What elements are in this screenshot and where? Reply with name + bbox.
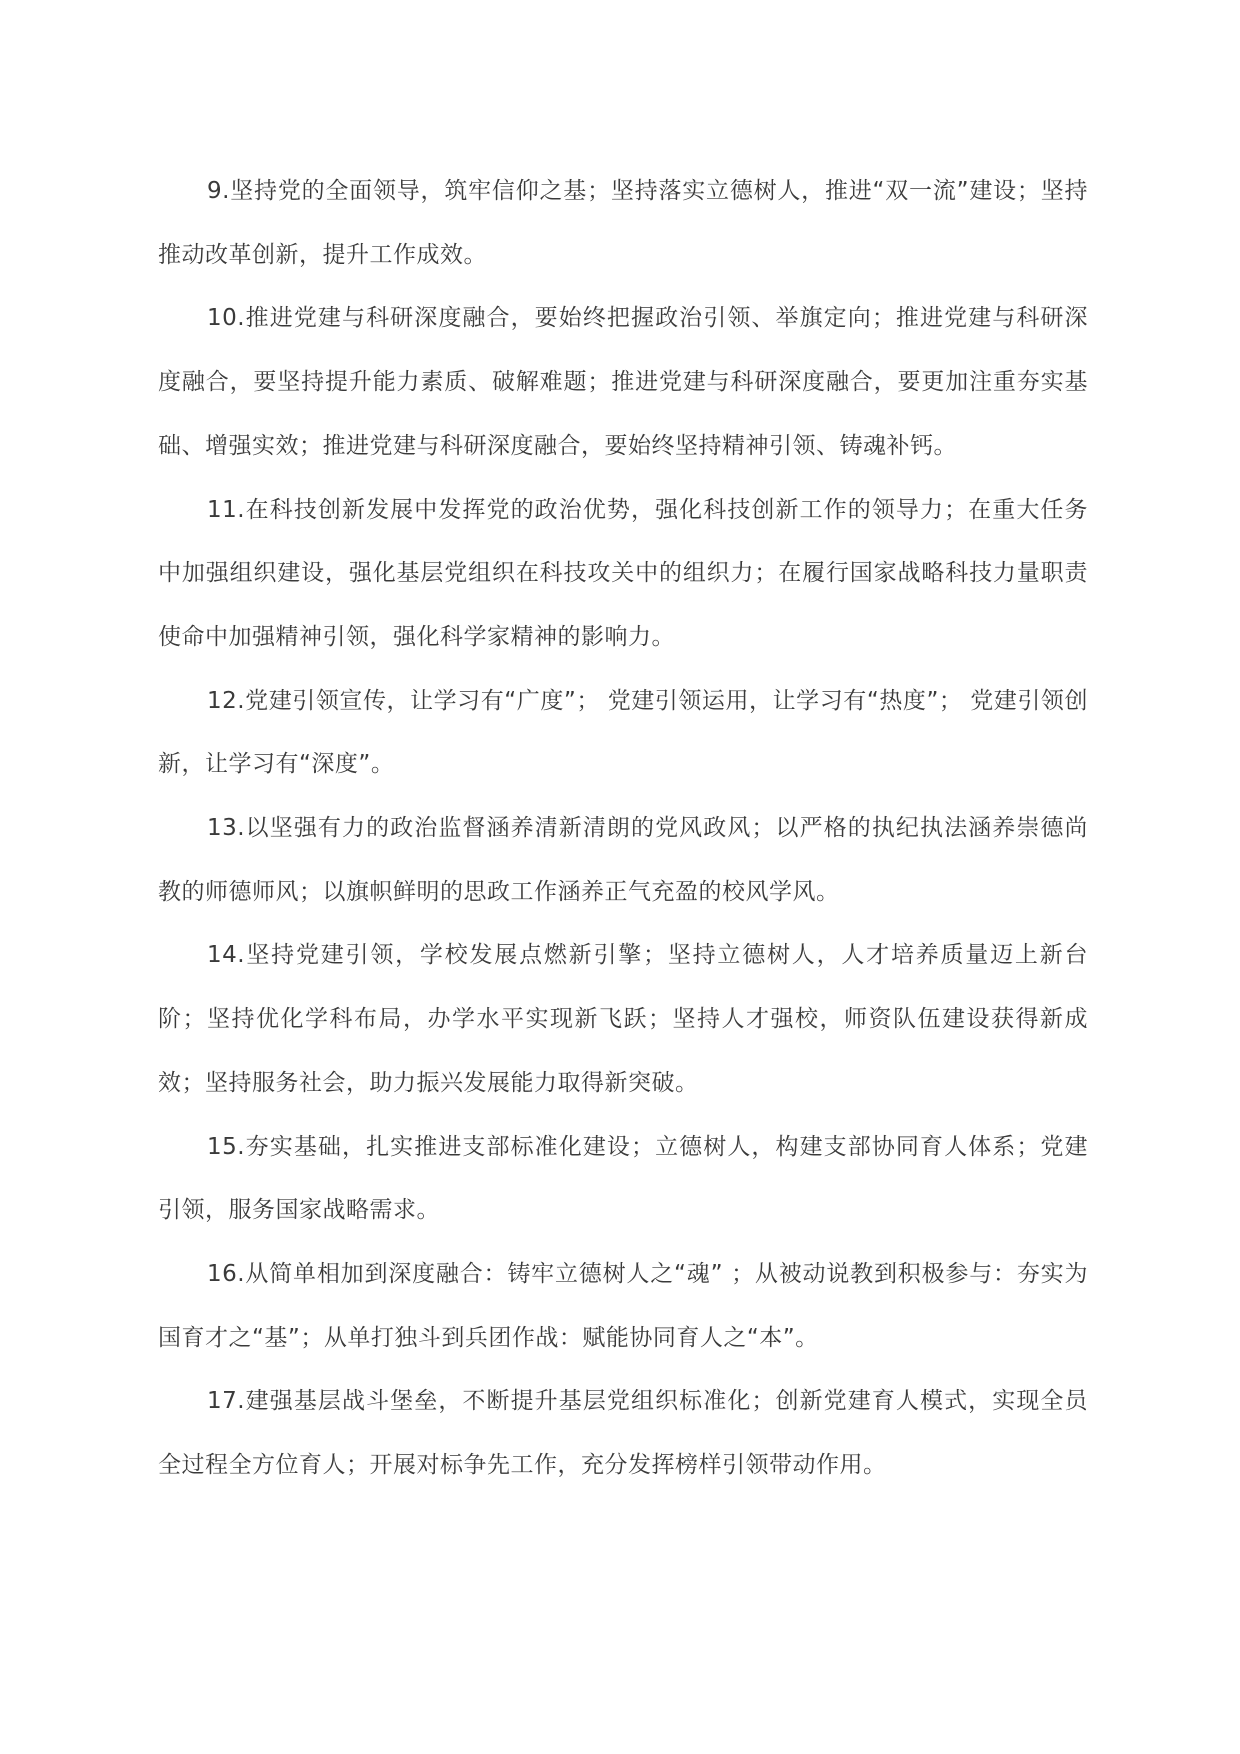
paragraph-15: 15.夯实基础，扎实推进支部标准化建设；立德树人，构建支部协同育人体系；党建引领，服务国家战略需求。 [158, 1133, 1088, 1224]
paragraph-16: 16.从简单相加到深度融合：铸牢立德树人之“魂” ；从被动说教到积极参与：夯实为国育才之“基”；从单打独斗到兵团作战：赋能协同育人之“本”。 [158, 1260, 1088, 1351]
paragraph-13: 13.以坚强有力的政治监督涵养清新清朗的党风政风；以严格的执纪执法涵养崇德尚教的师德师风；以旗帜鲜明的思政工作涵养正气充盈的校风学风。 [158, 815, 1088, 905]
paragraph-10: 10.推进党建与科研深度融合，要始终把握政治引领、举旗定向；推进党建与科研深度融合，要坚持提升能力素质、破解难题；推进党建与科研深度融合，要更加注重夯实基础、增强实效；推进党建与科研深度融合，要始终坚持精神引领、铸魂补钙。 [158, 305, 1088, 459]
paragraph-11: 11.在科技创新发展中发挥党的政治优势，强化科技创新工作的领导力；在重大任务中加强组织建设，强化基层党组织在科技攻关中的组织力；在履行国家战略科技力量职责使命中加强精神引领，强化科学家精神的影响力。 [158, 496, 1088, 650]
paragraph-12: 12.党建引领宣传，让学习有“广度”； 党建引领运用，让学习有“热度”； 党建引领创新，让学习有“深度”。 [158, 687, 1088, 778]
paragraph-9: 9.坚持党的全面领导，筑牢信仰之基；坚持落实立德树人，推进“双一流”建设；坚持推动改革创新，提升工作成效。 [158, 178, 1088, 268]
paragraph-17: 17.建强基层战斗堡垒，不断提升基层党组织标准化；创新党建育人模式，实现全员全过程全方位育人；开展对标争先工作，充分发挥榜样引领带动作用。 [158, 1388, 1088, 1479]
paragraph-14: 14.坚持党建引领，学校发展点燃新引擎；坚持立德树人，人才培养质量迈上新台阶；坚持优化学科布局，办学水平实现新飞跃；坚持人才强校，师资队伍建设获得新成效；坚持服务社会，助力振兴发展能力取得新突破。 [158, 942, 1088, 1096]
document-body [158, 160, 1088, 1498]
